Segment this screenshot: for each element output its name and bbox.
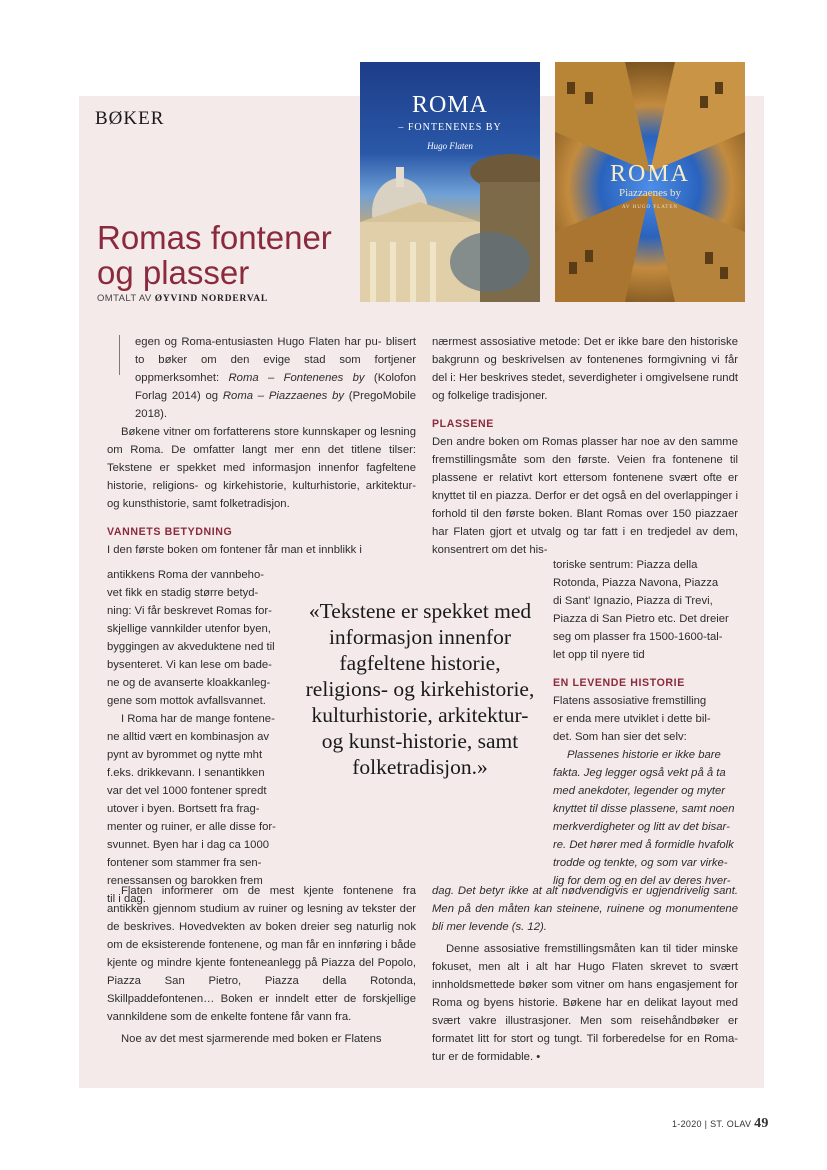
paragraph: Flaten informerer om de mest kjente fontenene fra antikken gjennom studium av ruiner og lesning av tekster der de beskrives. Hovedvekten av boken dreier seg naturlig nok om de eksisterende fontenene, og man får en innføring i både kjente og mindre kjente fonteneanlegg på Piazza del Popolo, Piazza San Pietro, Piazza della Rotonda, Skillpaddefontenen… Boken er inndelt etter de forskjellige vannkildene som de enkelte fontene får vann fra.: [107, 885, 416, 1023]
paragraph: antikkens Roma der vannbeho- vet fikk en stadig større betyd- ning: Vi får beskrevet Romas for- skjellige vannkilder utenfor byen, byggingen av akveduktene ned til bysenteret. Vi kan lese om bade- ne og de avanserte kloakkanleg- gene som mottok avfallsvannet.: [107, 569, 275, 707]
cover-subtitle: Piazzaenes by: [619, 187, 681, 199]
paragraph: egen og Roma-entusiasten Hugo Flaten har pu- blisert to bøker om den evige stad som fortjener oppmerksomhet: Roma – Fontenenes by (Kolofon Forlag 2014) og Roma – Piazzaenes by (PregoMobile 2018).: [135, 336, 417, 420]
pull-quote: «Tekstene er spekket med informasjon innenfor fagfeltene historie, religions- og kirkehistorie, kulturhistorie, arkitektur- og kunst-historie, samt folketradisjon.»: [305, 599, 535, 779]
book-title: Roma – Fontenenes by: [228, 372, 365, 384]
left-column-bottom: [107, 882, 416, 1048]
left-narrow-column: [107, 566, 293, 908]
subheading: PLASSENE: [432, 418, 494, 430]
page-footer: [672, 1116, 769, 1132]
subheading: EN LEVENDE HISTORIE: [553, 677, 685, 689]
paragraph: Denne assosiative fremstillingsmåten kan til tider minske fokuset, men alt i alt har Hugo Flaten skrevet to svært innholdsmettede bøker som vitner om hans engasjement for Roma og byens historie. Bøkene har en delikat layout med svært vakre illustrasjoner. Men som reisehåndbøker er formatet litt for stort og tungt. Til forberedelse for en Roma-tur er de formidable. •: [432, 943, 738, 1063]
byline-prefix: OMTALT AV: [97, 293, 152, 304]
title-line-2: og plasser: [97, 254, 250, 291]
paragraph: nærmest assosiative metode: Det er ikke bare den historiske bakgrunn og beskrivelsen av fontenenes formgivning vi får del i: Her beskrives stedet, severdigheter i omgivelsene rundt og folkelige tradisjoner.: [432, 336, 738, 402]
paragraph: I den første boken om fontener får man et innblikk i: [107, 544, 362, 556]
paragraph: Noe av det mest sjarmerende med boken er Flatens: [121, 1033, 382, 1045]
page-number: 49: [754, 1116, 769, 1131]
cover-title: ROMA: [411, 92, 488, 118]
cover-title: ROMA: [609, 161, 690, 187]
issue-label: 1-2020 | ST. OLAV: [672, 1119, 752, 1129]
cover-author: Hugo Flaten: [427, 141, 473, 151]
article-title: [97, 220, 332, 290]
right-column-bottom: [432, 882, 738, 1066]
quoted-passage-end: dag. Det betyr ikke at alt nødvendigvis er ugjendrivelig sant. Men på den måten kan steinene, ruinene og monumentene bli mer levende (s. 12).: [432, 885, 738, 933]
quoted-passage: Plassenes historie er ikke bare fakta. Jeg legger også vekt på å ta med anekdoter, legender og myter knyttet til disse plassene, samt noen merkverdigheter og litt av det bisar- re. Det hører med å formidle hvafolk trodde og tenkte, og som var virke- lig for dem og en del av deres hver-: [553, 749, 735, 887]
cover-author: AV HUGO FLATEN: [621, 205, 679, 210]
paragraph: I Roma har de mange fontene- ne alltid vært en kombinasjon av pynt av byrommet og nytte mht f.eks. drikkevann. I senantikken var det vel 1000 fontener spredt utover i byen. Bortsett fra frag- menter og ruiner, er alle disse for- svunnet. Byen har i dag ca 1000 fontener som stammer fra sen- renessansen og barokken frem til i dag.: [107, 713, 276, 905]
byline: [97, 293, 268, 304]
right-column: [432, 333, 738, 559]
paragraph: Bøkene vitner om forfatterens store kunnskaper og lesning om Roma. De omfatter langt mer enn det titlene tilser: Tekstene er spekket med informasjon innenfor fagfeltene historie, religions- og kirkehistorie, kulturhistorie, arkitektur- og kunsthistorie, samt folketradisjon.: [107, 426, 416, 510]
paragraph: toriske sentrum: Piazza della Rotonda, Piazza Navona, Piazza di Sant' Ignazio, Piazza di Trevi, Piazza di San Pietro etc. Det dreier seg om plasser fra 1500-1600-tal- let opp til nyere tid: [553, 559, 729, 661]
book-cover-fontenenes-by: [360, 62, 540, 302]
subheading: VANNETS BETYDNING: [107, 526, 233, 538]
left-column: [107, 333, 416, 559]
byline-author: ØYVIND NORDERVAL: [154, 294, 269, 304]
paragraph: Flatens assosiative fremstilling er enda mere utviklet i dette bil- det. Som han sier det selv:: [553, 695, 711, 743]
book-cover-piazzaenes-by: [555, 62, 745, 302]
paragraph: Den andre boken om Romas plasser har noe av den samme fremstillingsmåte som den første. Veien fra fontenene til plassene er relativt kort ettersom fontenene svært ofte er knyttet til en piazza. Derfor er det også en del overlappinger i forhold til den første boken. Blant Romas over 150 piazzaer har Flaten gjort et utvalg og tar fatt i en tredjedel av dem, konsentrert om det his-: [432, 436, 738, 556]
title-line-1: Romas fontener: [97, 219, 332, 256]
right-narrow-column: [553, 556, 738, 890]
cover-subtitle: – FONTENENES BY: [398, 122, 502, 133]
book-title: Roma – Piazzaenes by: [222, 390, 345, 402]
section-label: BØKER: [95, 108, 165, 129]
